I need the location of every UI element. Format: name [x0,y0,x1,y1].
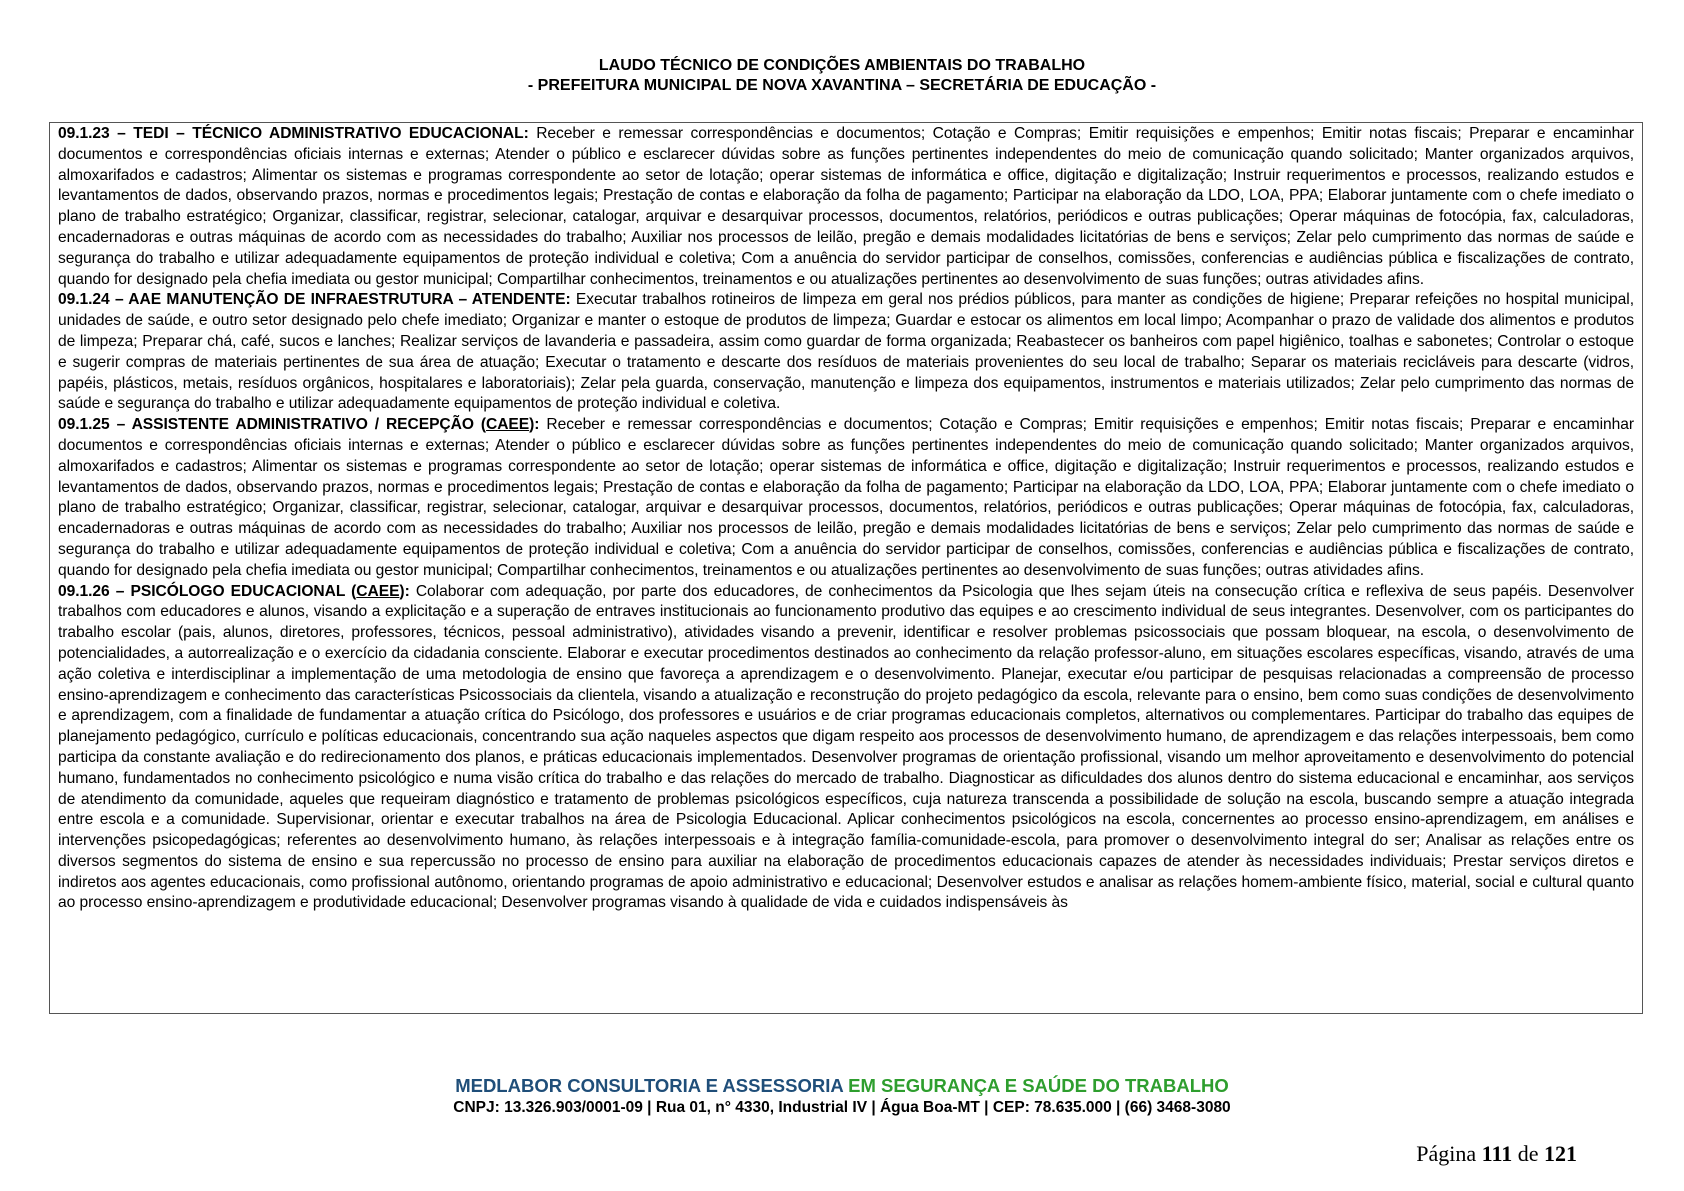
page-separator: de [1512,1141,1544,1166]
section-text: Receber e remessar correspondências e documentos; Cotação e Compras; Emitir requisições e empenhos; Emitir notas fiscais; Preparar e encaminhar documentos e correspondências oficiais internas e externas; Atender o público e esclarecer dúvidas sobre as funções pertinentes independentes do meio de comunicação quando solicitado; Manter organizados arquivos, almoxarifados e cadastros; Alimentar os sistemas e programas correspondente ao setor de lotação; operar sistemas de informática e office, digitação e digitalização; Instruir requerimentos e processos, realizando estudos e levantamentos de dados, observando prazos, normas e procedimentos legais; Prestação de contas e elaboração da folha de pagamento; Participar na elaboração da LDO, LOA, PPA; Elaborar juntamente com o chefe imediato o plano de trabalho estratégico; Organizar, classificar, registrar, selecionar, catalogar, arquivar e desarquivar processos, documentos, relatórios, periódicos e outras publicações; Operar máquinas de fotocópia, fax, calculadoras, encadernadoras e outras máquinas de acordo com as necessidades do trabalho; Auxiliar nos processos de leilão, pregão e demais modalidades licitatórias de bens e serviços; Zelar pelo cumprimento das normas de saúde e segurança do trabalho e utilizar adequadamente equipamentos de proteção individual e coletiva; Com a anuência do servidor participar de conselhos, comissões, conferencias e audiências pública e fiscalizações de contrato, quando for designado pela chefia imediata ou gestor municipal; Compartilhar conhecimentos, treinamentos e ou atualizações pertinentes ao desenvolvimento de suas funções; outras atividades afins. [58,416,1634,579]
section-heading: 09.1.24 – AAE MANUTENÇÃO DE INFRAESTRUTURA – ATENDENTE: [58,291,571,309]
section-09-1-25 [58,415,1634,581]
section-text: Colaborar com adequação, por parte dos educadores, de conhecimentos da Psicologia que lhes sejam úteis na consecução crítica e reflexiva de seus papéis. Desenvolver trabalhos com educadores e alunos, visando a explicitação e a superação de entraves institucionais ao funcionamento produtivo das equipes e ao crescimento individual de seus integrantes. Desenvolver, com os participantes do trabalho escolar (pais, alunos, diretores, professores, técnicos, pessoal administrativo), atividades visando a prevenir, identificar e resolver problemas psicossociais que possam bloquear, na escola, o desenvolvimento de potencialidades, a autorrealização e o exercício da cidadania consciente. Elaborar e executar procedimentos destinados ao conhecimento da relação professor-aluno, em situações escolares específicas, visando, através de uma ação coletiva e interdisciplinar a implementação de uma metodologia de ensino que favoreça a aprendizagem e o desenvolvimento. Planejar, executar e/ou participar de pesquisas relacionadas a compreensão de processo ensino-aprendizagem e conhecimento das características Psicossociais da clientela, visando a atualização e reconstrução do projeto pedagógico da escola, relevante para o ensino, bem como suas condições de desenvolvimento e aprendizagem, com a finalidade de fundamentar a atuação crítica do Psicólogo, dos professores e usuários e de criar programas educacionais completos, alternativos ou complementares. Participar do trabalho das equipes de planejamento pedagógico, currículo e políticas educacionais, concentrando sua ação naqueles aspectos que digam respeito aos processos de desenvolvimento humano, de aprendizagem e das relações interpessoais, bem como participa da constante avaliação e do redirecionamento dos planos, e práticas educacionais implementados. Desenvolver programas de orientação profissional, visando um melhor aproveitamento e desenvolvimento do potencial humano, fundamentados no conhecimento psicológico e numa visão crítica do trabalho e das relações do mercado de trabalho. Diagnosticar as dificuldades dos alunos dentro do sistema educacional e encaminhar, aos serviços de atendimento da comunidade, aqueles que requeiram diagnóstico e tratamento de problemas psicológicos específicos, cuja natureza transcenda a possibilidade de solução na escola, buscando sempre a atuação integrada entre escola e a comunidade. Supervisionar, orientar e executar trabalhos na área de Psicologia Educacional. Aplicar conhecimentos psicológicos na escola, concernentes ao processo ensino-aprendizagem, em análises e intervenções psicopedagógicas; referentes ao desenvolvimento humano, às relações interpessoais e à integração família-comunidade-escola, para promover o desenvolvimento integral do ser; Analisar as relações entre os diversos segmentos do sistema de ensino e sua repercussão no processo de ensino para auxiliar na elaboração de procedimentos educacionais capazes de atender às necessidades individuais; Prestar serviços diretos e indiretos aos agentes educacionais, como profissional autônomo, orientando programas de apoio administrativo e educacional; Desenvolver estudos e analisar as relações homem-ambiente físico, material, social e cultural quanto ao processo ensino-aprendizagem e produtividade educacional; Desenvolver programas visando à qualidade de vida e cuidados indispensáveis às [58,582,1634,912]
section-09-1-26 [58,582,1634,915]
company-name-part1: MEDLABOR CONSULTORIA E ASSESSORIA [455,1075,844,1096]
header-title: LAUDO TÉCNICO DE CONDIÇÕES AMBIENTAIS DO TRABALHO [598,57,1086,74]
section-heading [58,583,410,600]
section-text: Receber e remessar correspondências e documentos; Cotação e Compras; Emitir requisições e empenhos; Emitir notas fiscais; Preparar e encaminhar documentos e correspondências oficiais internas e externas; Atender o público e esclarecer dúvidas sobre as funções pertinentes independentes do meio de comunicação quando solicitado; Manter organizados arquivos, almoxarifados e cadastros; Alimentar os sistemas e programas correspondente ao setor de lotação; operar sistemas de informática e office, digitação e digitalização; Instruir requerimentos e processos, realizando estudos e levantamentos de dados, observando prazos, normas e procedimentos legais; Prestação de contas e elaboração da folha de pagamento; Participar na elaboração da LDO, LOA, PPA; Elaborar juntamente com o chefe imediato o plano de trabalho estratégico; Organizar, classificar, registrar, selecionar, catalogar, arquivar e desarquivar processos, documentos, relatórios, periódicos e outras publicações; Operar máquinas de fotocópia, fax, calculadoras, encadernadoras e outras máquinas de acordo com as necessidades do trabalho; Auxiliar nos processos de leilão, pregão e demais modalidades licitatórias de bens e serviços; Zelar pelo cumprimento das normas de saúde e segurança do trabalho e utilizar adequadamente equipamentos de proteção individual e coletiva; Com a anuência do servidor participar de conselhos, comissões, conferencias e audiências pública e fiscalizações de contrato, quando for designado pela chefia imediata ou gestor municipal; Compartilhar conhecimentos, treinamentos e ou atualizações pertinentes ao desenvolvimento de suas funções; outras atividades afins. [58,125,1634,288]
section-09-1-24 [58,290,1634,415]
company-name [0,1075,1684,1097]
section-heading [58,416,539,433]
section-heading-underlined: CAEE [486,416,530,434]
section-heading-underlined: CAEE [356,582,400,600]
section-09-1-23 [58,124,1634,290]
company-address: CNPJ: 13.326.903/0001-09 | Rua 01, n° 4330, Industrial IV | Água Boa-MT | CEP: 78.635.000 | (66) 3468-3080 [453,1099,1231,1116]
header-subtitle: - PREFEITURA MUNICIPAL DE NOVA XAVANTINA – SECRETÁRIA DE EDUCAÇÃO - [527,77,1157,94]
section-text: Executar trabalhos rotineiros de limpeza em geral nos prédios públicos, para manter as condições de higiene; Preparar refeições no hospital municipal, unidades de saúde, e outro setor designado pelo chefe imediato; Organizar e manter o estoque de produtos de limpeza; Guardar e estocar os alimentos em local limpo; Acompanhar o prazo de validade dos alimentos e produtos de limpeza; Preparar chá, café, sucos e lanches; Realizar serviços de lavanderia e passadeira, assim como guardar de forma organizada; Reabastecer os banheiros com papel higiênico, toalhas e sabonetes; Controlar o estoque e sugerir compras de materiais pertinentes de sua área de atuação; Executar o tratamento e descarte dos resíduos de materiais provenientes do seu local de trabalho; Separar os materiais recicláveis para descarte (vidros, papéis, plásticos, metais, resíduos orgânicos, hospitalares e laboratoriais); Zelar pela guarda, conservação, manutenção e limpeza dos equipamentos, instrumentos e materiais utilizados; Zelar pelo cumprimento das normas de saúde e segurança do trabalho e utilizar adequadamente equipamentos de proteção individual e coletiva. [58,291,1634,413]
section-heading-pre: 09.1.25 – ASSISTENTE ADMINISTRATIVO / RECEPÇÃO ( [58,416,486,434]
section-heading: 09.1.23 – TEDI – TÉCNICO ADMINISTRATIVO EDUCACIONAL: [58,125,529,142]
document-footer [0,1075,1684,1118]
section-heading-pre: 09.1.26 – PSICÓLOGO EDUCACIONAL ( [58,582,357,600]
document-header [0,56,1684,96]
section-heading-post: ): [399,582,410,600]
page-current: 111 [1481,1141,1513,1166]
company-name-part2: EM SEGURANÇA E SAÚDE DO TRABALHO [843,1075,1229,1096]
page-label: Página [1416,1141,1482,1166]
page-number [1416,1141,1577,1167]
section-heading-post: ): [529,416,540,434]
content-box [49,122,1643,1014]
page-total: 121 [1544,1141,1577,1166]
